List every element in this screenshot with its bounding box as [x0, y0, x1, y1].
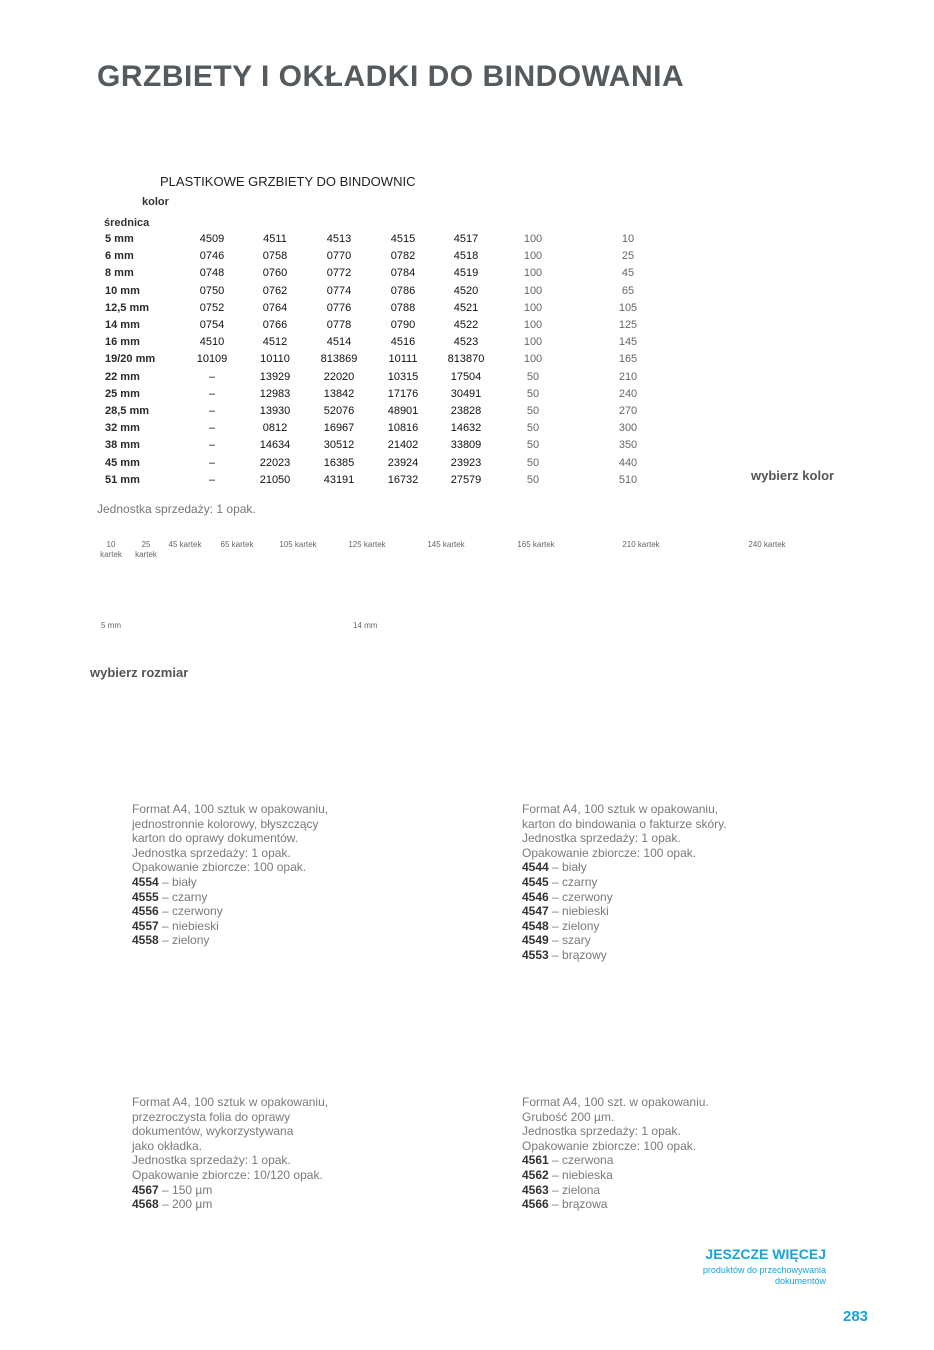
variant-desc: – brązowa: [548, 1197, 608, 1212]
variant-code: 4561: [522, 1153, 549, 1168]
row-size: 45 mm: [105, 456, 140, 469]
variant-line: [132, 919, 432, 934]
variant-desc: – zielona: [548, 1182, 601, 1197]
sheet-capacity: 125: [618, 319, 638, 331]
pack-qty: 50: [526, 387, 540, 400]
product-code: 4522: [453, 319, 479, 331]
pack-qty: 100: [523, 284, 543, 297]
product-code: 48901: [387, 405, 419, 417]
description-line: karton do oprawy dokumentów.: [132, 831, 299, 846]
sheet-capacity: 65: [621, 284, 635, 297]
row-size: 10 mm: [105, 284, 140, 297]
sheet-capacity: 270: [618, 405, 638, 417]
capacity-label[interactable]: 125 kartek: [348, 540, 386, 549]
row-size: 38 mm: [105, 439, 140, 452]
capacity-label[interactable]: [100, 540, 122, 560]
description-line: dokumentów, wykorzystywana: [132, 1124, 294, 1139]
product-code: 4518: [453, 250, 479, 263]
row-size: 5 mm: [105, 233, 134, 245]
choose-color-label[interactable]: wybierz kolor: [751, 468, 835, 483]
variant-desc: – biały: [548, 860, 587, 875]
variant-code: 4562: [522, 1167, 549, 1182]
capacity-label[interactable]: 210 kartek: [622, 540, 660, 549]
table-row: [0, 371, 700, 388]
capacity-label[interactable]: 165 kartek: [517, 540, 555, 549]
description-line: Opakowanie zbiorcze: 10/120 opak.: [132, 1167, 323, 1182]
product-code: 10816: [387, 422, 419, 435]
product-code: 10110: [260, 353, 290, 366]
pack-qty: 50: [526, 370, 540, 383]
variant-line: [522, 875, 822, 890]
variant-desc: – niebieski: [548, 904, 609, 919]
pack-qty: 100: [523, 353, 543, 366]
product-code: 0766: [262, 319, 288, 331]
product-code: 4520: [453, 284, 479, 297]
variant-line: [522, 890, 822, 905]
pack-qty: 100: [523, 319, 543, 331]
variant-desc: – niebieski: [158, 918, 219, 933]
product-code: 813869: [320, 353, 358, 366]
variant-code: 4553: [522, 947, 549, 962]
pack-qty: 50: [526, 456, 540, 469]
product-code: 16385: [323, 456, 355, 469]
variant-code: 4567: [132, 1182, 159, 1197]
pack-qty: 100: [523, 301, 543, 314]
table-row: [0, 250, 700, 267]
variant-line: [522, 1153, 822, 1168]
variant-code: 4558: [132, 933, 159, 948]
variant-desc: – czerwony: [158, 904, 223, 919]
table-row: [0, 285, 700, 302]
variant-line: [522, 1197, 822, 1212]
product-code: 0782: [390, 250, 416, 263]
product-code: 4510: [199, 336, 225, 349]
table-row: [0, 439, 700, 456]
description-line: karton do bindowania o fakturze skóry.: [522, 816, 727, 831]
product-code: 27579: [450, 473, 482, 486]
product-code: –: [208, 370, 216, 383]
product-block-200um-cover: [522, 1095, 822, 1212]
product-code: 0774: [326, 284, 352, 297]
product-code: 23923: [450, 456, 482, 469]
product-code: 17504: [450, 370, 482, 383]
variant-line: [522, 1168, 822, 1183]
variant-desc: – biały: [158, 874, 197, 889]
pack-qty: 100: [523, 336, 543, 349]
table-row: [0, 422, 700, 439]
page-title: GRZBIETY I OKŁADKI DO BINDOWANIA: [97, 60, 685, 93]
variant-desc: – zielony: [158, 933, 210, 948]
product-code: 0760: [262, 267, 288, 280]
table-row: [0, 233, 700, 250]
product-code: –: [208, 473, 216, 486]
capacity-label[interactable]: [135, 540, 157, 560]
product-code: 21402: [387, 439, 419, 452]
product-code: 22020: [323, 370, 355, 383]
variant-code: 4554: [132, 874, 159, 889]
sheet-capacity: 510: [618, 473, 638, 486]
product-code: –: [208, 456, 216, 469]
product-code: 16732: [387, 473, 419, 486]
row-size: 32 mm: [105, 422, 140, 435]
variant-code: 4544: [522, 860, 549, 875]
product-code: 23924: [387, 456, 419, 469]
product-code: 4514: [326, 336, 352, 349]
pack-qty: 50: [526, 473, 540, 486]
variant-line: [522, 860, 822, 875]
product-code: –: [208, 405, 216, 417]
variant-line: [132, 1183, 432, 1198]
description-line: Format A4, 100 sztuk w opakowaniu,: [522, 802, 719, 816]
product-code: 0762: [262, 284, 288, 297]
product-code: 30491: [450, 387, 482, 400]
description-line: jednostronnie kolorowy, błyszczący: [132, 816, 319, 831]
row-size: 25 mm: [105, 387, 140, 400]
product-code: 10109: [196, 353, 228, 366]
variant-code: 4549: [522, 933, 549, 948]
variant-code: 4557: [132, 918, 159, 933]
pack-qty: 50: [526, 422, 540, 435]
product-code: –: [208, 439, 216, 452]
product-code: 21050: [259, 473, 291, 486]
sheet-capacity: 300: [618, 422, 638, 435]
description-line: Format A4, 100 sztuk w opakowaniu,: [132, 802, 329, 816]
sheet-capacity: 25: [621, 250, 635, 263]
product-code: 0778: [326, 319, 352, 331]
table-row: [0, 302, 700, 319]
row-size: 22 mm: [105, 370, 140, 383]
variant-line: [522, 948, 822, 963]
sheet-capacity: 440: [618, 456, 638, 469]
product-block-leather-cover: [522, 802, 822, 963]
variant-line: [132, 1197, 432, 1212]
product-code: 0754: [199, 319, 225, 331]
description-line: Jednostka sprzedaży: 1 opak.: [132, 1153, 291, 1168]
table-title: PLASTIKOWE GRZBIETY DO BINDOWNIC: [160, 174, 416, 189]
product-code: 4523: [453, 336, 479, 349]
product-code: 0758: [262, 250, 288, 263]
row-size: 51 mm: [105, 473, 140, 486]
size-label: 14 mm: [353, 621, 378, 630]
product-code: 0764: [262, 301, 288, 314]
variant-code: 4568: [132, 1197, 159, 1212]
size-label: 5 mm: [101, 621, 121, 630]
description-line: Jednostka sprzedaży: 1 opak.: [522, 831, 681, 846]
product-code: 22023: [259, 456, 291, 469]
capacity-label[interactable]: 45 kartek: [168, 540, 202, 549]
row-size: 28,5 mm: [105, 405, 150, 417]
table-row: [0, 353, 700, 370]
pack-qty: 100: [523, 233, 543, 245]
row-size: 14 mm: [105, 319, 140, 331]
capacity-label[interactable]: 105 kartek: [279, 540, 317, 549]
product-block-transparent-foil: [132, 1095, 432, 1212]
capacity-label[interactable]: 240 kartek: [748, 540, 786, 549]
product-code: 4512: [262, 336, 288, 349]
sheet-capacity: 145: [618, 336, 638, 349]
variant-code: 4566: [522, 1197, 549, 1212]
variant-line: [522, 933, 822, 948]
description-line: przezroczysta folia do oprawy: [132, 1109, 291, 1124]
sheet-capacity: 45: [621, 267, 635, 280]
color-header: kolor: [142, 196, 169, 208]
variant-desc: – czerwony: [548, 889, 613, 904]
variant-desc: – niebieska: [548, 1167, 613, 1182]
product-code: 0786: [390, 284, 416, 297]
product-code: –: [208, 422, 216, 435]
variant-code: 4548: [522, 918, 549, 933]
variant-line: [522, 1183, 822, 1198]
unit-note: Jednostka sprzedaży: 1 opak.: [97, 502, 256, 516]
pack-qty: 100: [523, 250, 543, 263]
capacity-label[interactable]: 145 kartek: [427, 540, 465, 549]
pack-qty: 50: [526, 405, 540, 417]
product-code: 4521: [453, 301, 479, 314]
sheet-capacity: 350: [618, 439, 638, 452]
pack-qty: 100: [523, 267, 543, 280]
product-code: 4517: [453, 233, 479, 245]
product-code: 0770: [326, 250, 352, 263]
row-size: 6 mm: [105, 250, 134, 263]
variant-code: 4547: [522, 904, 549, 919]
product-code: 13929: [259, 370, 291, 383]
variant-line: [132, 904, 432, 919]
variant-desc: – czerwona: [548, 1153, 614, 1168]
product-code: 4513: [326, 233, 352, 245]
row-size: 12,5 mm: [105, 301, 150, 314]
product-code: 33809: [450, 439, 482, 452]
capacity-label[interactable]: 65 kartek: [220, 540, 254, 549]
variant-line: [522, 919, 822, 934]
row-size: 16 mm: [105, 336, 140, 349]
table-row: [0, 388, 700, 405]
sheet-capacity: 105: [618, 301, 638, 314]
product-code: 16967: [323, 422, 355, 435]
variant-code: 4545: [522, 874, 549, 889]
more-products-title[interactable]: JESZCZE WIĘCEJ: [705, 1246, 826, 1262]
more-products-subtitle[interactable]: produktów do przechowywania dokumentów: [702, 1265, 826, 1286]
capacity-number: 10: [106, 540, 116, 549]
sheet-capacity: 165: [618, 353, 638, 366]
variant-desc: – 150 µm: [158, 1182, 213, 1197]
description-line: Opakowanie zbiorcze: 100 opak.: [132, 860, 307, 875]
table-row: [0, 405, 700, 422]
description-line: Opakowanie zbiorcze: 100 opak.: [522, 1138, 697, 1153]
variant-desc: – zielony: [548, 918, 600, 933]
product-code: 0772: [326, 267, 352, 280]
product-code: 0788: [390, 301, 416, 314]
variant-desc: – 200 µm: [158, 1197, 213, 1212]
table-row: [0, 319, 700, 336]
product-code: 23828: [450, 405, 482, 417]
variant-code: 4555: [132, 889, 159, 904]
variant-line: [522, 904, 822, 919]
table-row: [0, 474, 700, 491]
product-code: 0776: [326, 301, 352, 314]
product-code: 10315: [387, 370, 419, 383]
description-line: Jednostka sprzedaży: 1 opak.: [522, 1124, 681, 1139]
variant-desc: – szary: [548, 933, 591, 948]
capacity-word: kartek: [135, 550, 157, 559]
description-line: Opakowanie zbiorcze: 100 opak.: [522, 845, 697, 860]
product-code: 13842: [323, 387, 355, 400]
variant-code: 4546: [522, 889, 549, 904]
page-number: 283: [843, 1308, 869, 1325]
product-code: 4509: [199, 233, 225, 245]
product-code: 0746: [199, 250, 225, 263]
variant-line: [132, 890, 432, 905]
product-code: 4515: [390, 233, 416, 245]
product-code: 0748: [199, 267, 225, 280]
product-code: 52076: [323, 405, 355, 417]
variant-line: [132, 933, 432, 948]
product-code: 12983: [259, 387, 291, 400]
variant-line: [132, 875, 432, 890]
product-code: 14632: [450, 422, 482, 435]
variant-code: 4563: [522, 1182, 549, 1197]
product-code: 0752: [199, 301, 225, 314]
product-code: 4519: [453, 267, 479, 280]
diameter-header: średnica: [104, 217, 150, 229]
description-line: jako okładka.: [132, 1138, 203, 1153]
table-row: [0, 336, 700, 353]
product-code: 13930: [259, 405, 291, 417]
product-code: 0812: [262, 422, 288, 435]
pack-qty: 50: [526, 439, 540, 452]
product-code: 10111: [388, 353, 418, 366]
row-size: 19/20 mm: [105, 353, 156, 366]
variant-desc: – brązowy: [548, 947, 607, 962]
variant-desc: – czarny: [548, 874, 598, 889]
product-code: 813870: [447, 353, 485, 366]
description-line: Format A4, 100 sztuk w opakowaniu,: [132, 1095, 329, 1109]
capacity-word: kartek: [100, 550, 122, 559]
choose-size-label[interactable]: wybierz rozmiar: [90, 665, 189, 680]
product-code: 14634: [259, 439, 291, 452]
capacity-number: 25: [141, 540, 151, 549]
product-code: 0750: [199, 284, 225, 297]
product-code: 0790: [390, 319, 416, 331]
sheet-capacity: 240: [618, 387, 638, 400]
variant-desc: – czarny: [158, 889, 208, 904]
table-row: [0, 457, 700, 474]
variant-code: 4556: [132, 904, 159, 919]
description-line: Jednostka sprzedaży: 1 opak.: [132, 845, 291, 860]
description-line: Grubość 200 µm.: [522, 1109, 615, 1124]
sheet-capacity: 10: [621, 233, 635, 245]
description-line: Format A4, 100 szt. w opakowaniu.: [522, 1095, 709, 1109]
table-row: [0, 267, 700, 284]
product-code: 4511: [263, 233, 287, 245]
product-code: 17176: [387, 387, 419, 400]
product-code: 4516: [390, 336, 416, 349]
sheet-capacity: 210: [618, 370, 638, 383]
product-code: –: [208, 387, 216, 400]
product-code: 30512: [323, 439, 355, 452]
product-code: 43191: [323, 473, 355, 486]
product-block-glossy-cover: [132, 802, 432, 948]
row-size: 8 mm: [105, 267, 134, 280]
product-code: 0784: [390, 267, 416, 280]
